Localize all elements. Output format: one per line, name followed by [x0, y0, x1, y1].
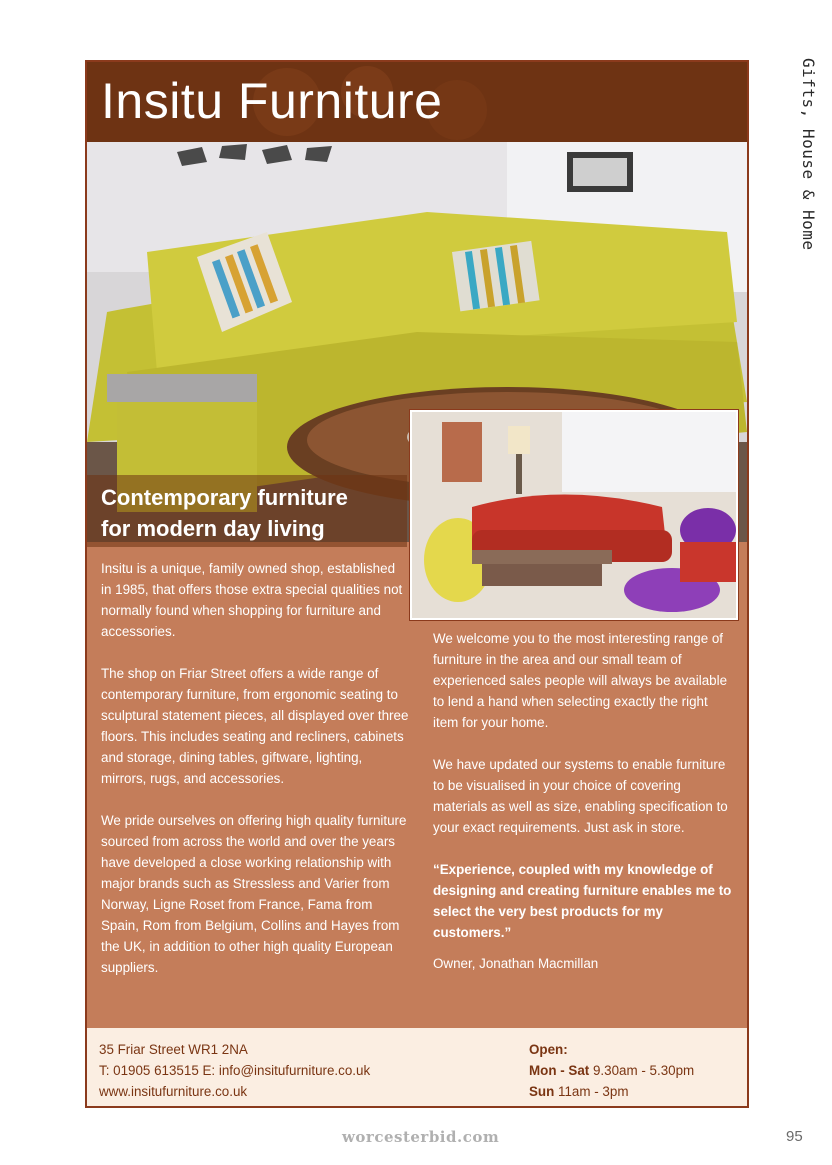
left-column	[101, 558, 409, 999]
weekday-hours: 9.30am - 5.30pm	[589, 1063, 695, 1078]
contact-footer	[87, 1028, 747, 1108]
article-subtitle	[101, 482, 401, 544]
address: 35 Friar Street WR1 2NA	[99, 1042, 248, 1057]
website-link[interactable]: www.insitufurniture.co.uk	[99, 1084, 248, 1099]
left-paragraph-3: We pride ourselves on offering high quality furniture sourced from across the world and over the years have developed a close working relationship with major brands such as Stressless and Varier from Norway, Ligne Roset from France, Fama from Spain, Rom from Belgium, Collins and Hayes from the UK, in addition to other high quality European suppliers.	[101, 813, 407, 975]
phone-email: T: 01905 613515 E: info@insitufurniture.co.uk	[99, 1063, 371, 1078]
right-column	[433, 628, 733, 984]
open-label: Open:	[529, 1042, 568, 1057]
inset-photo-showroom	[410, 410, 738, 620]
subtitle-line-1: Contemporary furniture	[101, 485, 348, 510]
title-band	[87, 62, 747, 142]
sunday-hours: 11am - 3pm	[554, 1084, 629, 1099]
showroom-image	[412, 412, 736, 618]
left-paragraph-2: The shop on Friar Street offers a wide range of contemporary furniture, from ergonomic seating to sculptural statement pieces, all displayed over three floors. This includes seating and recliners, cabinets and storage, dining tables, giftware, lighting, mirrors, rugs, and accessories.	[101, 666, 409, 786]
weekday-label: Mon - Sat	[529, 1063, 590, 1078]
section-label: Gifts, House & Home	[799, 58, 818, 251]
quote-attribution: Owner, Jonathan Macmillan	[433, 956, 599, 971]
contact-details	[99, 1039, 370, 1102]
page-number: 95	[786, 1128, 803, 1145]
article-panel	[85, 60, 749, 1108]
subtitle-line-2: for modern day living	[101, 516, 325, 541]
sunday-label: Sun	[529, 1084, 555, 1099]
owner-quote: “Experience, coupled with my knowledge of designing and creating furniture enables me to select the very best products for my customers.”	[433, 862, 732, 940]
site-footer: worcesterbid.com	[342, 1128, 500, 1146]
right-paragraph-1: We welcome you to the most interesting range of furniture in the area and our small team of experienced sales people will always be available to lend a hand when selecting exactly the right item for your home.	[433, 631, 728, 730]
right-paragraph-2: We have updated our systems to enable furniture to be visualised in your choice of covering materials as well as size, enabling specification to your exact requirements. Just ask in store.	[433, 757, 728, 835]
left-paragraph-1: Insitu is a unique, family owned shop, established in 1985, that offers those extra special qualities not normally found when shopping for furniture and accessories.	[101, 561, 403, 639]
article-title: Insitu Furniture	[101, 73, 443, 129]
opening-hours	[529, 1039, 694, 1102]
